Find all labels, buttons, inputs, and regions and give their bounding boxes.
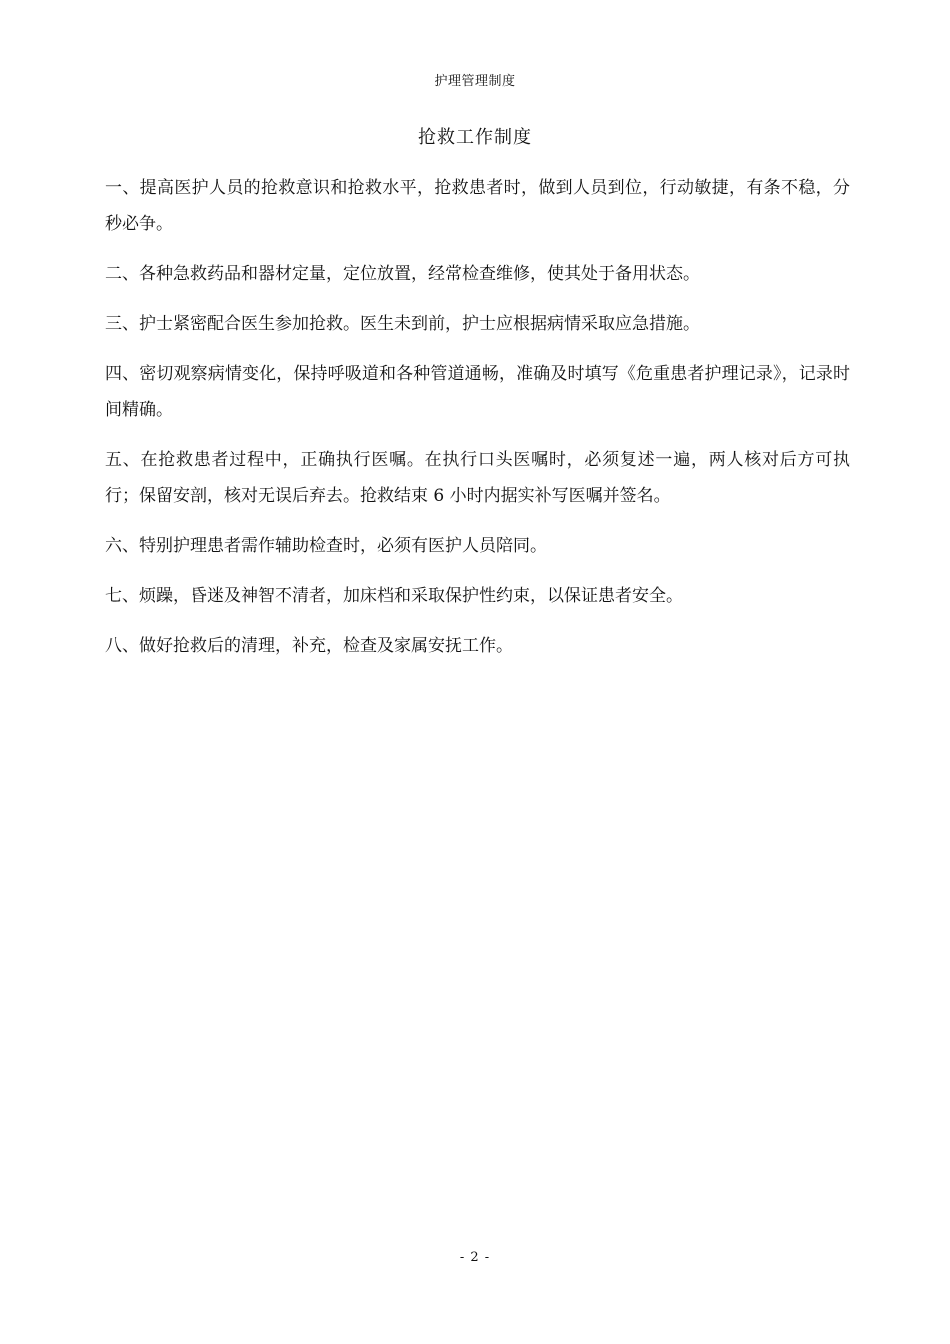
paragraph-8: 八、做好抢救后的清理，补充，检查及家属安抚工作。 — [105, 636, 513, 656]
paragraph-4: 四、密切观察病情变化，保持呼吸道和各种管道通畅，准确及时填写《危重患者护理记录》，记录时间精确。 — [105, 364, 850, 420]
document-body — [105, 170, 850, 664]
paragraph-7: 七、烦躁，昏迷及神智不清者，加床档和采取保护性约束，以保证患者安全。 — [105, 586, 683, 606]
paragraph-6: 六、特别护理患者需作辅助检查时，必须有医护人员陪同。 — [105, 536, 547, 556]
paragraph-1: 一、提高医护人员的抢救意识和抢救水平，抢救患者时，做到人员到位，行动敏捷，有条不稳，分秒必争。 — [105, 178, 850, 234]
paragraph-3: 三、护士紧密配合医生参加抢救。医生未到前，护士应根据病情采取应急措施。 — [105, 314, 700, 334]
paragraph-2: 二、各种急救药品和器材定量，定位放置，经常检查维修，使其处于备用状态。 — [105, 264, 700, 284]
document-title: 抢救工作制度 — [418, 127, 532, 148]
running-header: 护理管理制度 — [434, 74, 516, 89]
paragraph-5: 五、在抢救患者过程中，正确执行医嘱。在执行口头医嘱时，必须复述一遍，两人核对后方可执行；保留安剖，核对无误后弃去。抢救结束 6 小时内据实补写医嘱并签名。 — [105, 450, 850, 506]
page-number: - 2 - — [459, 1250, 491, 1265]
